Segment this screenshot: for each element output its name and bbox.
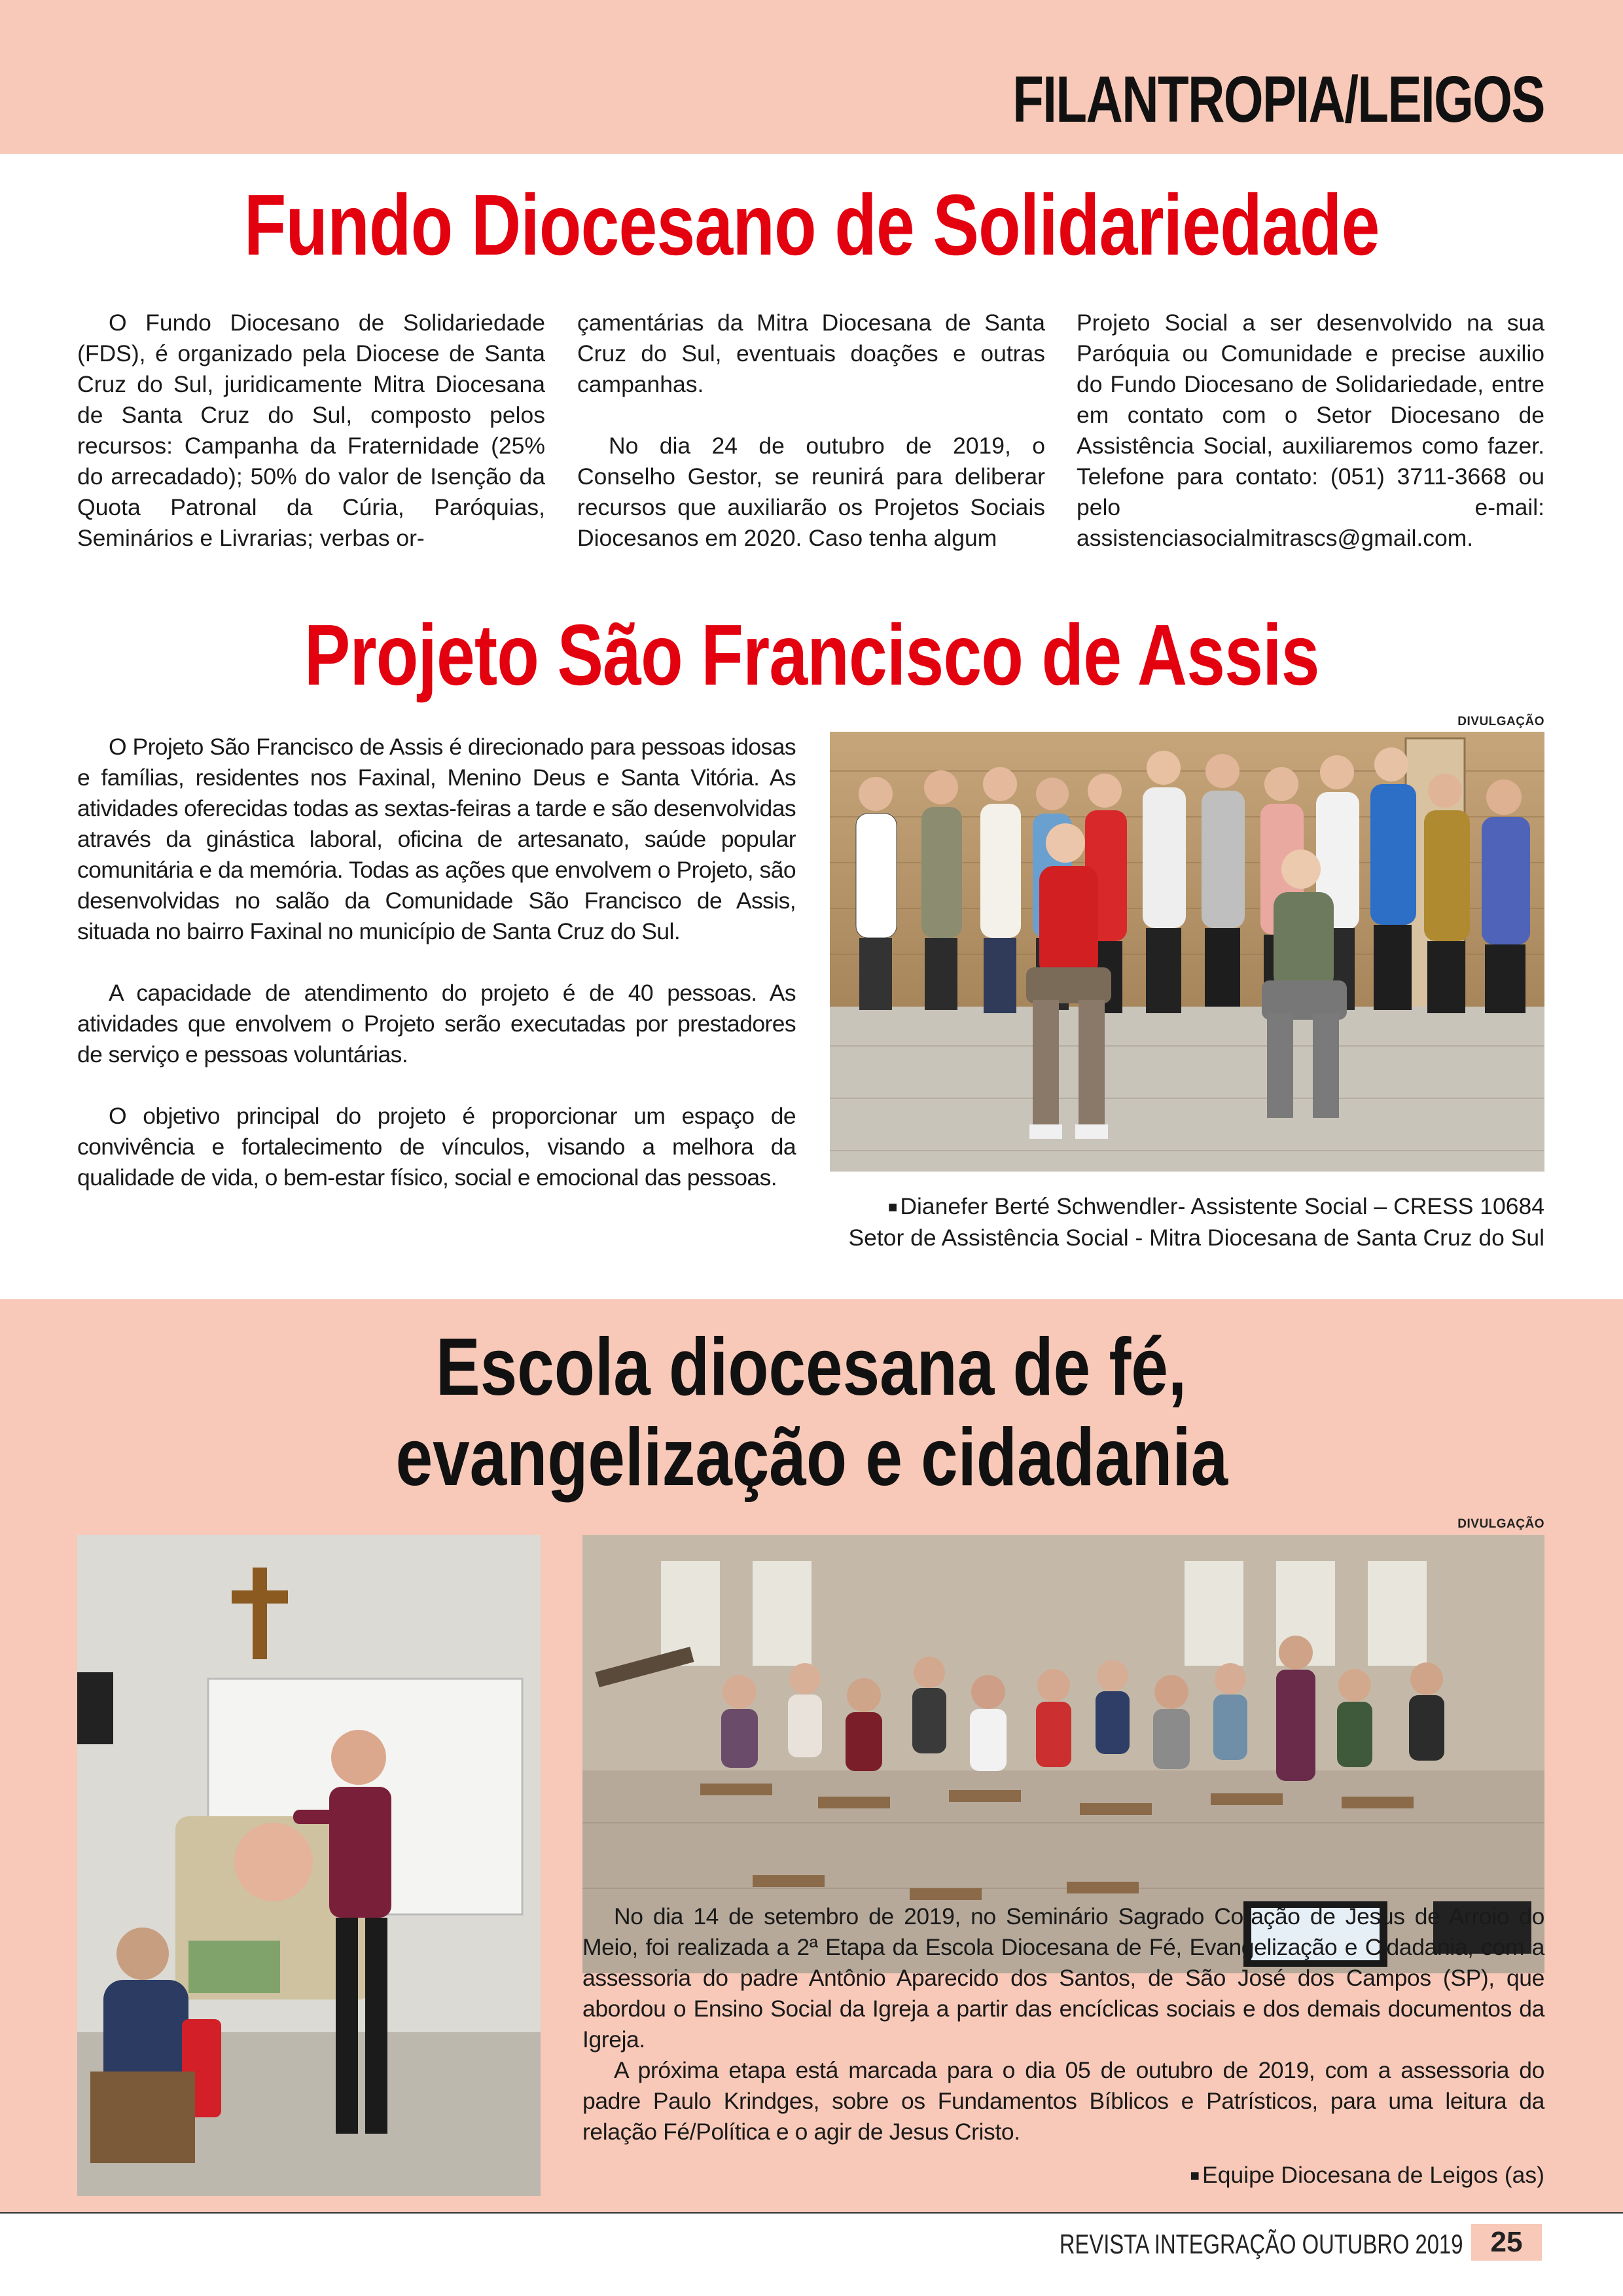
article3-paragraph-2: A próxima etapa está marcada para o dia 05 de outubro de 2019, com a assessoria do padre Paulo Krindges, sobre os Fundamentos Bíblicos e Patrísticos, para uma leitura da relação Fé/Política e o agir de Jesus Cristo. <box>582 2057 1544 2145</box>
article1-col3-text: Projeto Social a ser desenvolvido na sua Paróquia ou Comunidade e precise auxilio do Fundo Diocesano de Solidariedade, entre em contato com o Setor Diocesano de Assistência Social, auxiliaremos como fazer. Telefone para contato: (051) 3711-3668 ou pelo e-mail: assistenciasocialmitrascs@gmail.com. <box>1077 310 1544 551</box>
photo3-credit: DIVULGAÇÃO <box>1457 1517 1544 1531</box>
article2-title: Projeto São Francisco de Assis <box>304 607 1319 703</box>
article3-paragraph-1: No dia 14 de setembro de 2019, no Seminário Sagrado Coração de Jesus de Arroio do Meio, foi realizada a 2ª Etapa da Escola Diocesana de Fé, Evangelização e Cidadania, com a assessoria do padre Antônio Aparecido dos Santos, de São José dos Campos (SP), que abordou o Ensino Social da Igreja a partir das encíclicas sociais e dos demais documentos da Igreja. <box>582 1903 1544 2053</box>
article2-signature-line-1: ■ Dianefer Berté Schwendler- Assistente Social – CRESS 10684 <box>887 1193 1544 1219</box>
speaker-photo-illustration <box>77 1535 541 2196</box>
article2-body <box>77 732 796 1193</box>
article1-title: Fundo Diocesano de Solidariedade <box>243 177 1380 273</box>
speaker-photo <box>77 1535 541 2196</box>
article2-signature <box>848 1191 1544 1253</box>
article3-title-line-1: Escola diocesana de fé, <box>436 1322 1187 1412</box>
article2-paragraph-3: O objetivo principal do projeto é proporcionar um espaço de convivência e fortalecimento de vínculos, visando a melhora da qualidade de vida, o bem-estar físico, social e emocional das pessoas. <box>77 1103 796 1191</box>
photo1-credit: DIVULGAÇÃO <box>1457 715 1544 728</box>
article1-col2-text-1: çamentárias da Mitra Diocesana de Santa Cruz do Sul, eventuais doações e outras campanhas. <box>577 310 1045 397</box>
article2-signature-line-2: Setor de Assistência Social - Mitra Diocesana de Santa Cruz do Sul <box>848 1225 1544 1251</box>
section-header-band <box>0 0 1623 154</box>
article1-col2-text-2: No dia 24 de outubro de 2019, o Conselho Gestor, se reunirá para deliberar recursos que auxiliarão os Projetos Sociais Diocesanos em 2020. Caso tenha algum <box>577 433 1045 551</box>
article1-col1-text: O Fundo Diocesano de Solidariedade (FDS), é organizado pela Diocese de Santa Cruz do Sul, juridicamente Mitra Diocesana de Santa Cruz do Sul, composto pelos recursos: Campanha da Fraternidade (25% do arrecadado); 50% do valor de Isenção da Quota Patronal da Cúria, Paróquias, Seminários e Livrarias; verbas or- <box>77 310 545 551</box>
article1-column-3 <box>1077 308 1544 554</box>
article3-signature: ■ Equipe Diocesana de Leigos (as) <box>1190 2162 1544 2188</box>
page-number: 25 <box>1471 2224 1542 2261</box>
article1-column-2 <box>577 308 1045 554</box>
footer-publication: REVISTA INTEGRAÇÃO OUTUBRO 2019 <box>1059 2229 1463 2259</box>
article3-body <box>582 1901 1544 2147</box>
section-label: FILANTROPIA/LEIGOS <box>1012 63 1544 136</box>
article2-paragraph-1: O Projeto São Francisco de Assis é direcionado para pessoas idosas e famílias, residentes nos Faxinal, Menino Deus e Santa Vitória. As atividades oferecidas todas as sextas-feiras a tarde e são desenvolvidas através da ginástica laboral, oficina de artesanato, saúde popular comunitária e da memória. Todas as ações que envolvem o Projeto, são desenvolvidas no salão da Comunidade São Francisco de Assis, situada no bairro Faxinal no município de Santa Cruz do Sul. <box>77 734 796 944</box>
article3-title <box>0 1322 1623 1503</box>
group-photo-elderly <box>830 732 1544 1172</box>
footer-rule <box>0 2212 1623 2214</box>
article3-title-line-2: evangelização e cidadania <box>395 1412 1228 1503</box>
article1-column-1 <box>77 308 545 554</box>
article2-paragraph-2: A capacidade de atendimento do projeto é de 40 pessoas. As atividades que envolvem o Projeto serão executadas por prestadores de serviço e pessoas voluntárias. <box>77 980 796 1067</box>
group-photo-illustration <box>830 732 1544 1172</box>
